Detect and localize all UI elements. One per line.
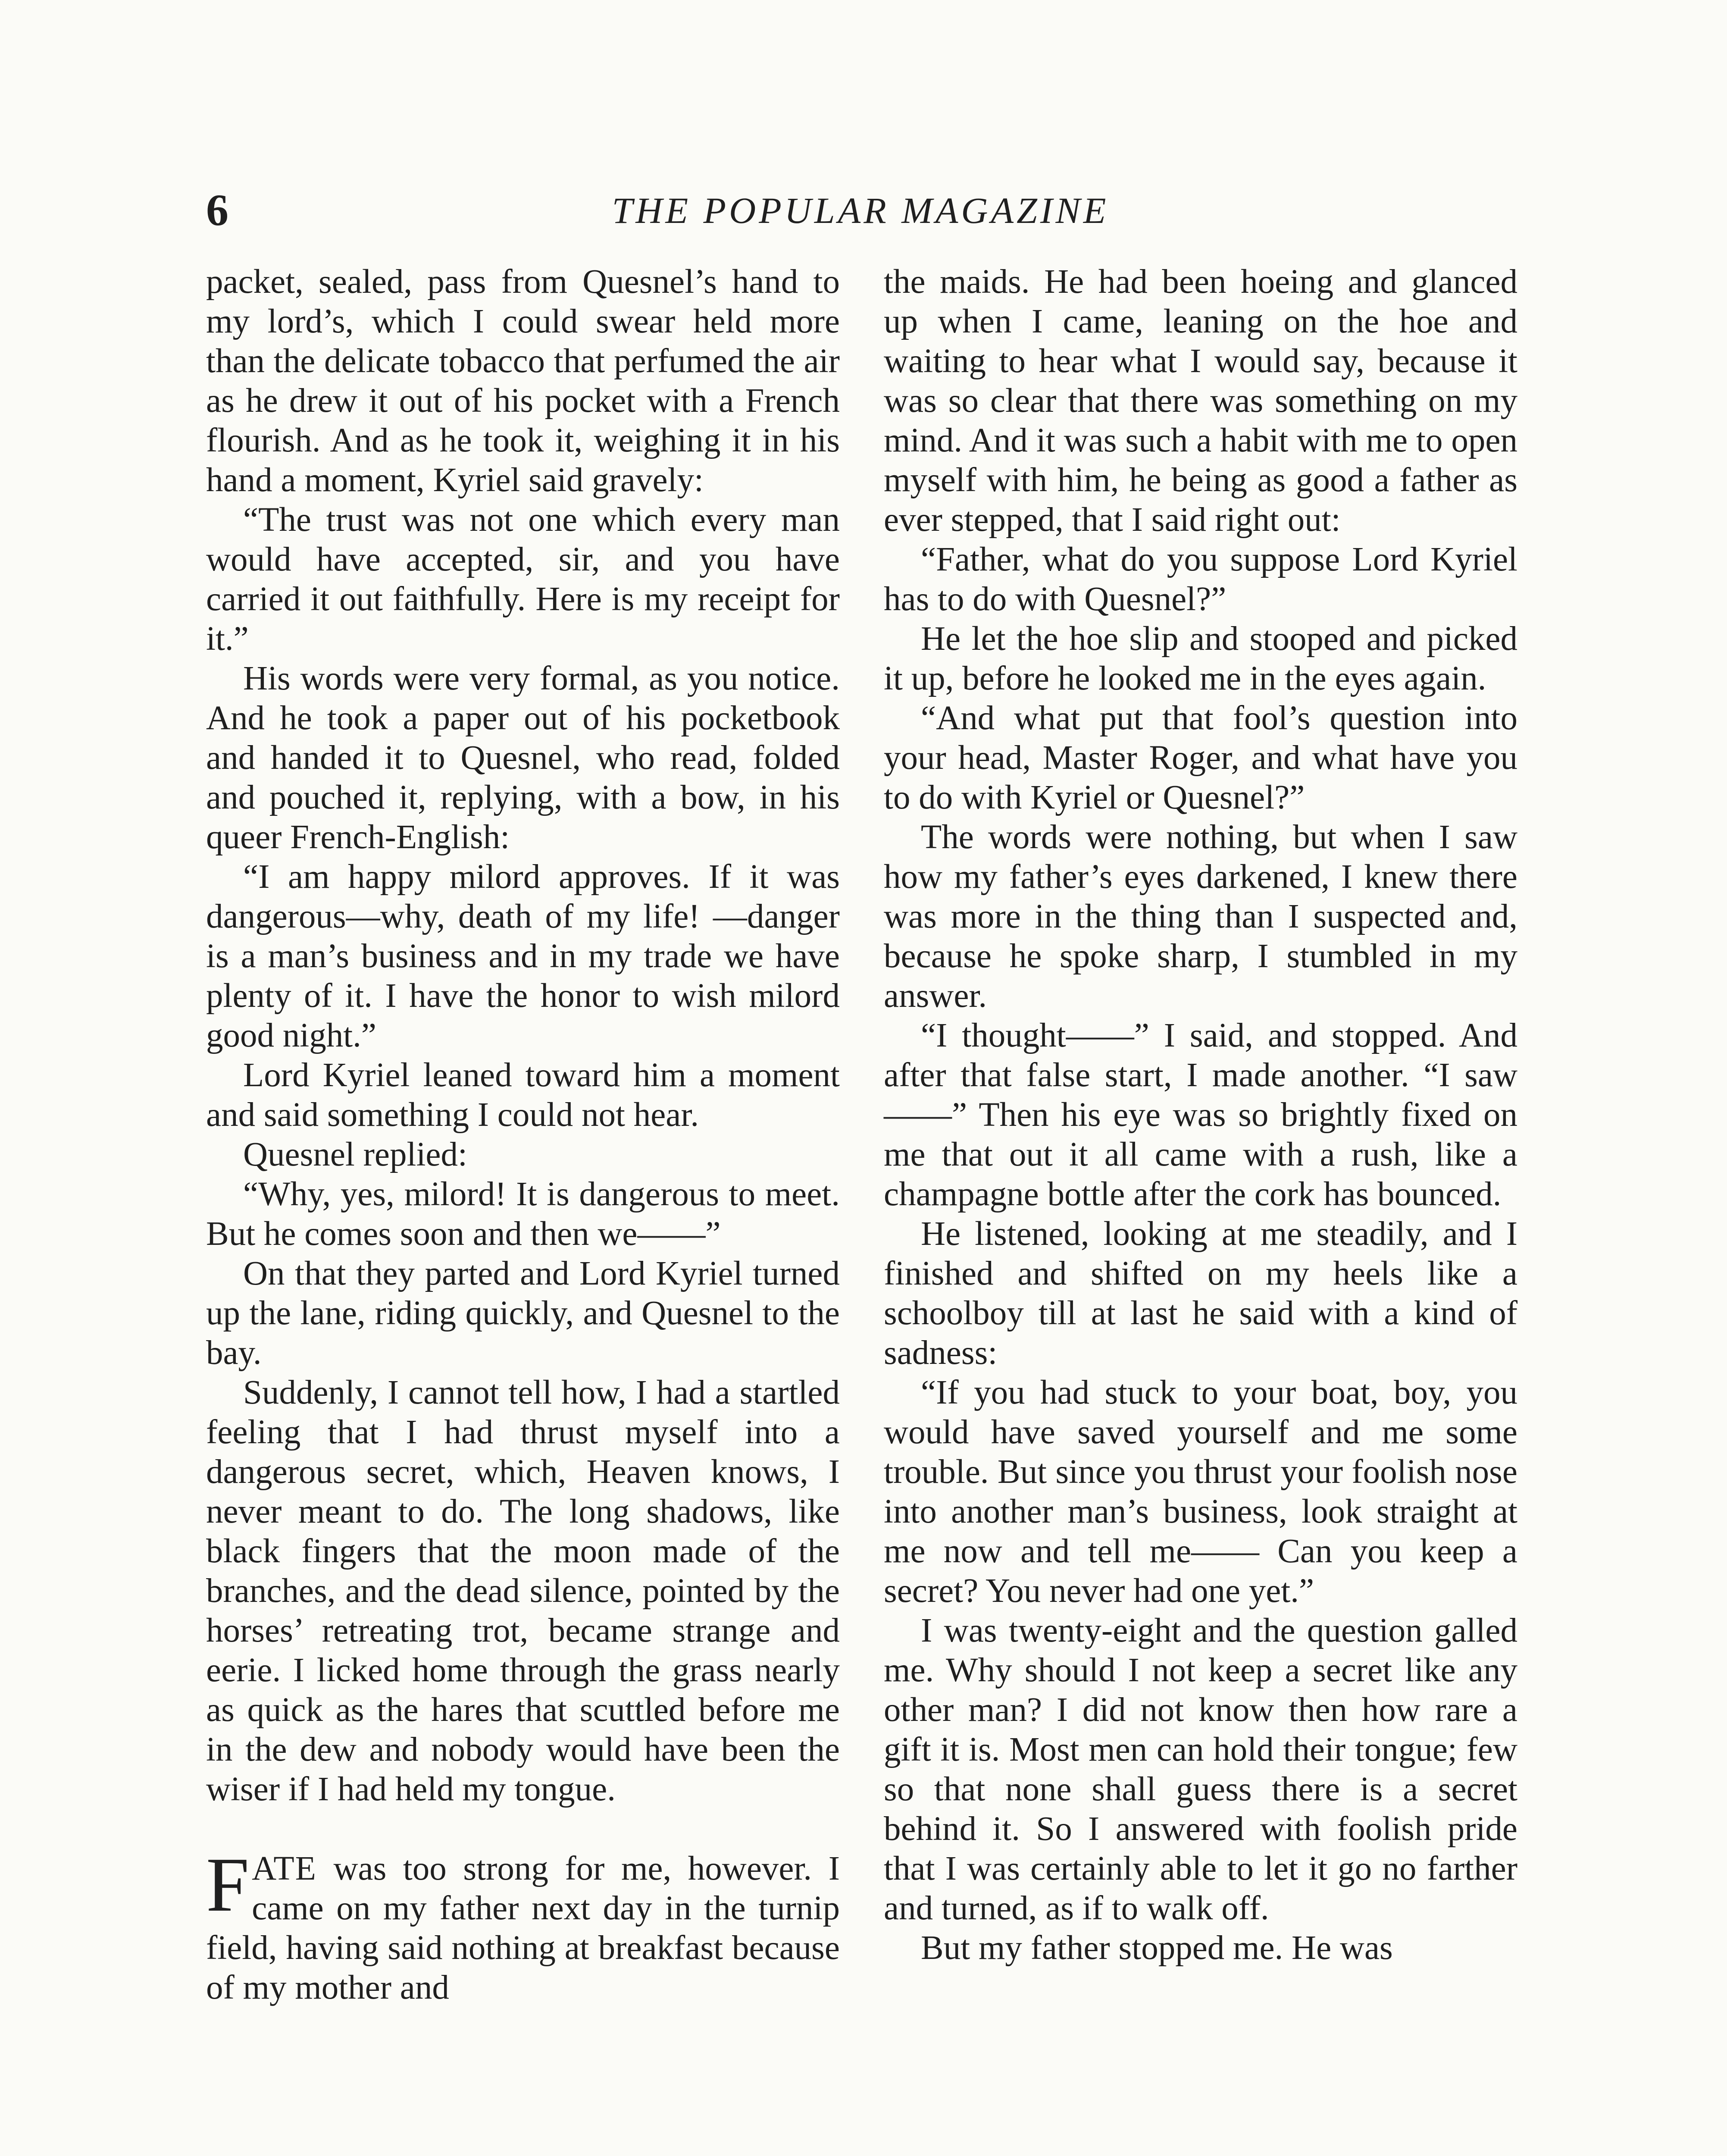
paragraph: The words were nothing, but when I saw how my father’s eyes darkened, I knew there was more in the thing than I suspected and, because he spoke sharp, I stumbled in my answer. (884, 818, 1517, 1015)
paragraph: But my father stopped me. He was (921, 1929, 1393, 1967)
paragraph: Suddenly, I cannot tell how, I had a startled feeling that I had thrust myself into a dangerous secret, which, Heaven knows, I never meant to do. The long shadows, like black fingers that the moon made of the branches, and the dead silence, pointed by the horses’ retreating trot, became strange and eerie. I licked home through the grass nearly as quick as the hares that scuttled before me in the dew and nobody would have been the wiser if I had held my tongue. (206, 1374, 840, 1808)
paragraph: “If you had stuck to your boat, boy, you would have saved yourself and me some trouble. But since you thrust your foolish nose into another man’s business, look straight at me now and tell me—— Can you keep a secret? You never had one yet.” (884, 1374, 1517, 1610)
paragraph: “Father, what do you suppose Lord Kyriel has to do with Quesnel?” (884, 541, 1517, 618)
small-caps-word: ATE (252, 1850, 317, 1887)
paragraph: “And what put that fool’s question into your head, Master Roger, and what have you to do with Kyriel or Quesnel?” (884, 699, 1517, 816)
paragraph: On that they parted and Lord Kyriel turned up the lane, riding quickly, and Quesnel to the bay. (206, 1255, 840, 1372)
paragraph: packet, sealed, pass from Quesnel’s hand to my lord’s, which I could swear held more than the delicate tobacco that perfumed the air as he drew it out of his pocket with a French flourish. And as he took it, weighing it in his hand a moment, Kyriel said gravely: (206, 263, 840, 499)
left-column (206, 262, 840, 2008)
magazine-title: THE POPULAR MAGAZINE (612, 190, 1109, 231)
drop-cap: F (206, 1842, 250, 1927)
paragraph: “Why, yes, milord! It is dangerous to meet. But he comes soon and then we——” (206, 1175, 840, 1253)
page-number: 6 (206, 185, 228, 235)
section-opening-paragraph (206, 1842, 840, 2008)
paragraph: He let the hoe slip and stooped and picked it up, before he looked me in the eyes again. (884, 620, 1517, 697)
paragraph: Quesnel replied: (243, 1136, 467, 1173)
paragraph: the maids. He had been hoeing and glanced up when I came, leaning on the hoe and waiting to hear what I would say, because it was so clear that there was something on my mind. And it was such a habit with me to open myself with him, he being as good a father as ever stepped, that I said right out: (884, 263, 1517, 539)
page-header (206, 180, 1515, 241)
paragraph: Lord Kyriel leaned toward him a moment and said something I could not hear. (206, 1056, 840, 1134)
paragraph: His words were very formal, as you notice. And he took a paper out of his pocketbook and handed it to Quesnel, who read, folded and pouched it, replying, with a bow, in his queer French-English: (206, 660, 840, 856)
paragraph: “I am happy milord approves. If it was dangerous—why, death of my life! —danger is a man’s business and in my trade we have plenty of it. I have the honor to wish milord good night.” (206, 858, 840, 1054)
paragraph-text: was too strong for me, however. I came on my father next day in the turnip field, having said nothing at breakfast because of my mother and (206, 1850, 840, 2006)
paragraph: I was twenty-eight and the question galled me. Why should I not keep a secret like any other man? I did not know then how rare a gift it is. Most men can hold their tongue; few so that none shall guess there is a secret behind it. So I answered with foolish pride that I was certainly able to let it go no farther and turned, as if to walk off. (884, 1612, 1517, 1927)
paragraph: “The trust was not one which every man would have accepted, sir, and you have carried it out faithfully. Here is my receipt for it.” (206, 501, 840, 658)
paragraph: He listened, looking at me steadily, and I finished and shifted on my heels like a schoolboy till at last he said with a kind of sadness: (884, 1215, 1517, 1372)
right-column (884, 262, 1517, 1968)
paragraph: “I thought——” I said, and stopped. And after that false start, I made another. “I saw——” Then his eye was so brightly fixed on me that out it all came with a rush, like a champagne bottle after the cork has bounced. (884, 1017, 1517, 1213)
